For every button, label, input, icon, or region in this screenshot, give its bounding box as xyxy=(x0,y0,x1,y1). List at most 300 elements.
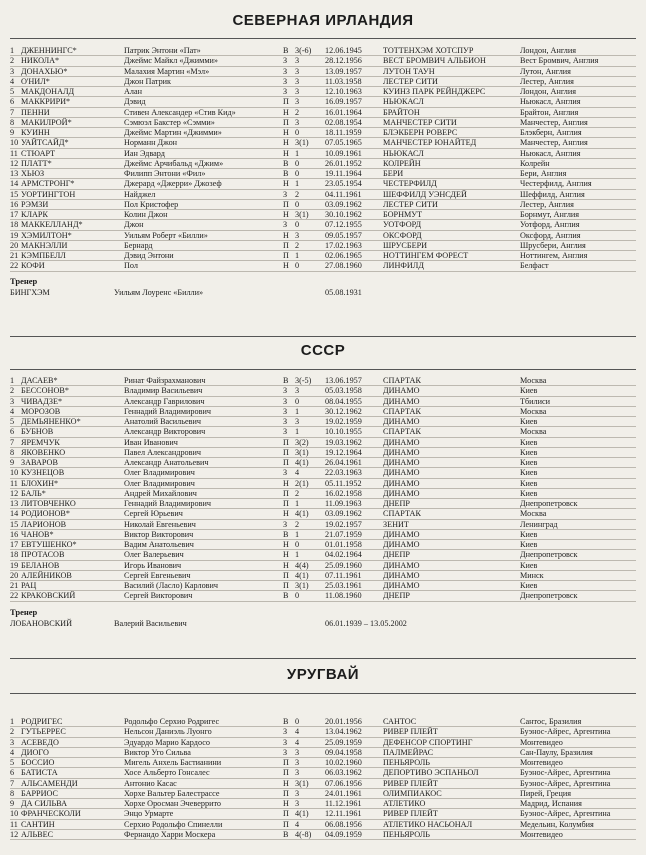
player-caps: 4 xyxy=(295,727,300,737)
player-birthdate: 19.03.1962 xyxy=(325,437,362,447)
player-surname: БАЛЬ* xyxy=(21,488,46,498)
player-club: МАНЧЕСТЕР ЮНАЙТЕД xyxy=(383,138,477,148)
player-birthdate: 19.02.1959 xyxy=(325,417,362,426)
section-title-uruguay: УРУГВАЙ xyxy=(286,666,360,683)
player-surname: ПРОТАСОВ xyxy=(21,550,65,560)
player-club: РИВЕР ПЛЕЙТ xyxy=(383,727,438,737)
table-row xyxy=(10,46,636,56)
player-full-name: Найджел xyxy=(124,189,156,199)
player-full-name: Фернандо Харри Москера xyxy=(124,829,216,839)
player-caps: 1 xyxy=(295,529,300,539)
coach-dates: 05.08.1931 xyxy=(325,288,362,297)
player-full-name: Мигель Анхель Бастианини xyxy=(124,758,222,767)
player-full-name: Хорхе Вальтер Балестрассе xyxy=(124,788,220,798)
player-club-city: Москва xyxy=(520,406,547,416)
player-surname: АЛЬСАМЕНДИ xyxy=(21,778,78,788)
player-birthdate: 04.02.1964 xyxy=(325,550,362,560)
player-number: 3 xyxy=(10,737,15,747)
player-club-city: Киев xyxy=(520,417,538,426)
player-caps: 0 xyxy=(295,158,300,168)
player-number: 3 xyxy=(10,66,15,76)
player-full-name: Ринат Файзрахманович xyxy=(124,376,206,385)
player-surname: БАТИСТА xyxy=(21,768,58,778)
table-row xyxy=(10,159,636,169)
player-club-city: Лондон, Англия xyxy=(520,46,577,55)
player-caps: 3(1) xyxy=(295,447,309,457)
player-birthdate: 02.06.1965 xyxy=(325,251,362,260)
player-full-name: Пол xyxy=(124,261,138,271)
player-club: ЛИНФИЛД xyxy=(383,261,424,271)
player-number: 5 xyxy=(10,417,15,426)
player-club: БЕРИ xyxy=(383,169,404,178)
player-number: 16 xyxy=(10,529,19,539)
player-club-city: Лондон, Англия xyxy=(520,87,577,96)
player-surname: ДИОГО xyxy=(21,747,49,757)
player-caps: 3 xyxy=(295,76,300,86)
player-surname: ФРАНЧЕСКОЛИ xyxy=(21,809,81,819)
player-position: П xyxy=(283,251,289,260)
player-club-city: Лестер, Англия xyxy=(520,76,574,86)
player-number: 6 xyxy=(10,427,15,437)
player-position: З xyxy=(283,76,288,86)
player-caps: 3(1) xyxy=(295,210,309,219)
player-full-name: Александр Викторович xyxy=(124,427,206,437)
player-full-name: Дэвид Энтони xyxy=(124,251,174,260)
player-caps: 4 xyxy=(295,468,300,478)
table-row xyxy=(10,550,636,560)
player-club-city: Днепропетровск xyxy=(520,591,578,601)
player-caps: 3 xyxy=(295,747,300,757)
player-surname: ПЕННИ xyxy=(21,107,50,117)
player-number: 1 xyxy=(10,717,15,726)
player-caps: 3 xyxy=(295,788,300,798)
player-caps: 1 xyxy=(295,427,300,437)
player-club-city: Монтевидео xyxy=(520,758,563,767)
coach-row xyxy=(10,618,636,629)
player-position: Н xyxy=(283,509,289,519)
player-club-city: Днепропетровск xyxy=(520,550,578,560)
player-caps: 0 xyxy=(295,717,300,726)
player-position: В xyxy=(283,591,289,601)
player-full-name: Бернард xyxy=(124,240,153,250)
player-club: ДЕПОРТИВО ЭСПАНЬОЛ xyxy=(383,768,479,778)
player-surname: РОДИОНОВ* xyxy=(21,509,70,519)
player-number: 11 xyxy=(10,148,18,158)
player-birthdate: 09.05.1957 xyxy=(325,230,362,240)
player-surname: БАРРИОС xyxy=(21,788,58,798)
player-full-name: Энцо Урмарте xyxy=(124,809,174,819)
player-club: ОЛИМПИАКОС xyxy=(383,788,442,798)
player-club: ДИНАМО xyxy=(383,570,420,580)
player-club: ДИНАМО xyxy=(383,396,420,406)
player-birthdate: 12.10.1963 xyxy=(325,87,362,96)
player-position: П xyxy=(283,499,289,508)
player-position: В xyxy=(283,46,289,55)
player-caps: 3 xyxy=(295,56,300,66)
player-number: 9 xyxy=(10,128,15,137)
table-row xyxy=(10,427,636,437)
player-full-name: Джеймс Майкл «Джимми» xyxy=(124,56,218,66)
player-birthdate: 02.08.1954 xyxy=(325,117,362,127)
player-club-city: Борнмут, Англия xyxy=(520,210,580,219)
player-number: 20 xyxy=(10,570,19,580)
player-position: З xyxy=(283,189,288,199)
player-full-name: Виктор Уго Сильва xyxy=(124,747,191,757)
player-number: 5 xyxy=(10,758,15,767)
player-position: П xyxy=(283,570,289,580)
player-number: 14 xyxy=(10,179,19,189)
player-club-city: Сантос, Бразилия xyxy=(520,717,582,726)
player-club-city: Ньюкасл, Англия xyxy=(520,97,581,107)
table-row xyxy=(10,128,636,138)
player-club: ДИНАМО xyxy=(383,447,420,457)
player-position: Н xyxy=(283,560,289,570)
roster-uruguay xyxy=(10,717,636,840)
table-row xyxy=(10,251,636,261)
table-row xyxy=(10,179,636,189)
table-row xyxy=(10,479,636,489)
player-club-city: Мадрид, Испания xyxy=(520,799,582,808)
table-row xyxy=(10,758,636,768)
player-club: БОРНМУТ xyxy=(383,210,423,219)
player-club-city: Киев xyxy=(520,529,538,539)
roster-northern-ireland xyxy=(10,46,636,272)
player-club-city: Москва xyxy=(520,376,547,385)
player-birthdate: 11.09.1963 xyxy=(325,499,362,508)
player-club: КУИНЗ ПАРК РЕЙНДЖЕРС xyxy=(383,87,486,96)
player-surname: КОФИ xyxy=(21,261,45,271)
player-club: ДИНАМО xyxy=(383,560,420,570)
player-club-city: Сан-Паулу, Бразилия xyxy=(520,747,593,757)
player-club: ДИНАМО xyxy=(383,478,420,488)
player-club-city: Москва xyxy=(520,509,547,519)
player-surname: КРАКОВСКИЙ xyxy=(21,591,76,601)
player-birthdate: 26.01.1952 xyxy=(325,158,362,168)
player-club-city: Уотфорд, Англия xyxy=(520,220,580,230)
player-full-name: Джеймс Арчибальд «Джим» xyxy=(124,158,224,168)
player-caps: 3 xyxy=(295,230,300,240)
table-row xyxy=(10,417,636,427)
player-club: ДИНАМО xyxy=(383,468,420,478)
player-position: З xyxy=(283,56,288,66)
player-surname: САНТИН xyxy=(21,819,55,829)
table-row xyxy=(10,397,636,407)
player-caps: 4 xyxy=(295,737,300,747)
player-club: ДИНАМО xyxy=(383,417,420,426)
player-position: В xyxy=(283,529,289,539)
player-number: 15 xyxy=(10,519,19,529)
player-birthdate: 07.12.1955 xyxy=(325,220,362,230)
player-club: ДНЕПР xyxy=(383,550,410,560)
player-position: П xyxy=(283,437,289,447)
player-club-city: Тбилиси xyxy=(520,396,551,406)
section-divider xyxy=(10,38,636,39)
player-number: 4 xyxy=(10,406,15,416)
player-caps: 3 xyxy=(295,417,300,426)
player-surname: ЯРЕМЧУК xyxy=(21,437,60,447)
table-row xyxy=(10,809,636,819)
player-club: ПАЛМЕЙРАС xyxy=(383,747,434,757)
player-full-name: Сергей Юрьевич xyxy=(124,509,183,519)
table-row xyxy=(10,738,636,748)
player-full-name: Сергей Евгеньевич xyxy=(124,570,191,580)
player-birthdate: 10.09.1961 xyxy=(325,148,362,158)
player-caps: 0 xyxy=(295,261,300,271)
player-position: Н xyxy=(283,179,289,189)
player-birthdate: 11.08.1960 xyxy=(325,591,362,601)
player-caps: 1 xyxy=(295,179,300,189)
player-number: 7 xyxy=(10,107,15,117)
player-caps: 1 xyxy=(295,406,300,416)
player-position: З xyxy=(283,737,288,747)
player-club-city: Шрусбери, Англия xyxy=(520,240,586,250)
player-surname: ХЭМИЛТОН* xyxy=(21,230,72,240)
player-caps: 3 xyxy=(295,117,300,127)
player-club-city: Киев xyxy=(520,540,538,549)
player-club: СПАРТАК xyxy=(383,376,421,385)
player-number: 12 xyxy=(10,488,19,498)
player-birthdate: 04.09.1959 xyxy=(325,829,362,839)
player-club-city: Киев xyxy=(520,581,538,590)
player-caps: 4(4) xyxy=(295,560,309,570)
player-position: З xyxy=(283,386,288,396)
player-caps: 3 xyxy=(295,758,300,767)
coach-label: Тренер xyxy=(10,607,38,617)
player-number: 20 xyxy=(10,240,19,250)
player-club: ДИНАМО xyxy=(383,488,420,498)
player-caps: 0 xyxy=(295,169,300,178)
player-caps: 2 xyxy=(295,189,300,199)
player-position: В xyxy=(283,376,289,385)
player-position: З xyxy=(283,396,288,406)
player-full-name: Виктор Викторович xyxy=(124,529,194,539)
table-row xyxy=(10,748,636,758)
player-position: Н xyxy=(283,778,289,788)
player-position: Н xyxy=(283,799,289,808)
player-full-name: Джерард «Джерри» Джозеф xyxy=(124,179,222,189)
player-surname: БЕССОНОВ* xyxy=(21,386,69,396)
player-birthdate: 16.02.1958 xyxy=(325,488,362,498)
player-position: П xyxy=(283,768,289,778)
player-full-name: Алан xyxy=(124,87,143,96)
player-number: 8 xyxy=(10,447,15,457)
player-position: З xyxy=(283,66,288,76)
player-club: ДЕФЕНСОР СПОРТИНГ xyxy=(383,737,473,747)
table-row xyxy=(10,448,636,458)
player-number: 17 xyxy=(10,210,19,219)
player-position: П xyxy=(283,581,289,590)
player-caps: 3(-5) xyxy=(295,376,312,385)
player-number: 19 xyxy=(10,230,19,240)
player-birthdate: 03.09.1962 xyxy=(325,199,362,209)
coach-row xyxy=(10,287,636,298)
player-birthdate: 08.04.1955 xyxy=(325,396,362,406)
section-title-northern-ireland: СЕВЕРНАЯ ИРЛАНДИЯ xyxy=(232,12,414,29)
player-caps: 3 xyxy=(295,97,300,107)
table-row xyxy=(10,67,636,77)
player-number: 17 xyxy=(10,540,19,549)
player-position: З xyxy=(283,519,288,529)
player-full-name: Олег Валерьевич xyxy=(124,550,184,560)
player-club: ЛУТОН ТАУН xyxy=(383,66,435,76)
player-number: 21 xyxy=(10,251,19,260)
player-club: ДИНАМО xyxy=(383,458,420,467)
player-surname: УОРТИНГТОН xyxy=(21,189,76,199)
player-birthdate: 20.01.1956 xyxy=(325,717,362,726)
player-position: П xyxy=(283,458,289,467)
player-caps: 3 xyxy=(295,87,300,96)
player-full-name: Джон Патрик xyxy=(124,76,172,86)
player-position: П xyxy=(283,97,289,107)
player-club-city: Монтевидео xyxy=(520,829,563,839)
player-club-city: Белфаст xyxy=(520,261,549,271)
player-club-city: Буэнос-Айрес, Аргентина xyxy=(520,768,611,778)
player-full-name: Патрик Энтони «Пат» xyxy=(124,46,201,55)
table-row xyxy=(10,376,636,386)
player-full-name: Пол Кристофер xyxy=(124,199,179,209)
player-position: В xyxy=(283,829,289,839)
player-number: 18 xyxy=(10,550,19,560)
player-surname: ДОНАХЬЮ* xyxy=(21,66,68,76)
player-full-name: Хосе Альберто Гонсалес xyxy=(124,768,210,778)
player-caps: 2 xyxy=(295,519,300,529)
player-surname: МАКДОНАЛД xyxy=(21,87,75,96)
table-row xyxy=(10,530,636,540)
player-position: Н xyxy=(283,210,289,219)
player-number: 5 xyxy=(10,87,15,96)
player-birthdate: 24.01.1961 xyxy=(325,788,362,798)
player-full-name: Джеймс Мартин «Джимми» xyxy=(124,128,222,137)
coach-label: Тренер xyxy=(10,276,38,286)
player-club: АТЛЕТИКО xyxy=(383,799,426,808)
player-birthdate: 21.07.1959 xyxy=(325,529,362,539)
player-number: 13 xyxy=(10,499,19,508)
player-surname: ЧИВАДЗЕ* xyxy=(21,396,63,406)
player-club: ЛЕСТЕР СИТИ xyxy=(383,199,438,209)
player-number: 9 xyxy=(10,799,15,808)
table-row xyxy=(10,438,636,448)
player-surname: О'НИЛ* xyxy=(21,76,50,86)
player-club-city: Минск xyxy=(520,570,544,580)
table-row xyxy=(10,468,636,478)
player-surname: ЯКОВЕНКО xyxy=(21,447,66,457)
table-row xyxy=(10,220,636,230)
player-birthdate: 06.03.1962 xyxy=(325,768,362,778)
player-number: 4 xyxy=(10,76,15,86)
player-full-name: Норманн Джон xyxy=(124,138,178,148)
section-divider xyxy=(10,693,636,694)
player-full-name: Уильям Роберт «Билли» xyxy=(124,230,208,240)
player-caps: 3 xyxy=(295,768,300,778)
player-position: П xyxy=(283,447,289,457)
player-club-city: Ноттингем, Англия xyxy=(520,251,588,260)
player-number: 15 xyxy=(10,189,19,199)
player-number: 10 xyxy=(10,468,19,478)
player-full-name: Игорь Иванович xyxy=(124,560,182,570)
table-row xyxy=(10,407,636,417)
player-caps: 3 xyxy=(295,66,300,76)
player-full-name: Геннадий Владимирович xyxy=(124,406,211,416)
player-club-city: Буэнос-Айрес, Аргентина xyxy=(520,778,611,788)
table-row xyxy=(10,768,636,778)
player-full-name: Джон xyxy=(124,220,144,230)
player-birthdate: 07.06.1956 xyxy=(325,778,362,788)
table-row xyxy=(10,138,636,148)
table-row xyxy=(10,97,636,107)
player-club-city: Киев xyxy=(520,468,538,478)
player-full-name: Иван Иванович xyxy=(124,437,178,447)
player-birthdate: 17.02.1963 xyxy=(325,240,362,250)
table-row xyxy=(10,458,636,468)
player-full-name: Стивен Александер «Стив Кид» xyxy=(124,107,236,117)
player-club-city: Лутон, Англия xyxy=(520,66,571,76)
table-row xyxy=(10,190,636,200)
player-surname: ЕВТУШЕНКО* xyxy=(21,540,77,549)
table-row xyxy=(10,118,636,128)
player-caps: 2 xyxy=(295,240,300,250)
player-caps: 1 xyxy=(295,251,300,260)
section-divider xyxy=(10,369,636,370)
player-surname: ЛИТОВЧЕНКО xyxy=(21,499,76,508)
player-number: 12 xyxy=(10,829,19,839)
player-club-city: Шеффилд, Англия xyxy=(520,189,585,199)
player-club: ЗЕНИТ xyxy=(383,519,409,529)
player-position: Н xyxy=(283,540,289,549)
player-club: ДИНАМО xyxy=(383,437,420,447)
player-club: НЬЮКАСЛ xyxy=(383,148,424,158)
player-birthdate: 11.12.1961 xyxy=(325,799,362,808)
player-number: 8 xyxy=(10,117,15,127)
player-number: 1 xyxy=(10,376,15,385)
player-club: ЧЕСТЕРФИЛД xyxy=(383,179,437,189)
player-club: СПАРТАК xyxy=(383,509,421,519)
roster-ussr xyxy=(10,376,636,602)
player-number: 3 xyxy=(10,396,15,406)
player-surname: ЧАНОВ* xyxy=(21,529,54,539)
player-full-name: Анатолий Васильевич xyxy=(124,417,201,426)
player-birthdate: 03.09.1962 xyxy=(325,509,362,519)
player-caps: 0 xyxy=(295,220,300,230)
player-surname: КЭМПБЕЛЛ xyxy=(21,251,66,260)
player-caps: 3(1) xyxy=(295,138,309,148)
player-position: П xyxy=(283,788,289,798)
player-surname: РЭМЗИ xyxy=(21,199,49,209)
player-full-name: Вадим Анатольевич xyxy=(124,540,194,549)
player-club-city: Вест Бромвич, Англия xyxy=(520,56,599,66)
player-surname: ЛАРИОНОВ xyxy=(21,519,67,529)
player-club: ПЕНЬЯРОЛЬ xyxy=(383,829,430,839)
player-surname: РАЦ xyxy=(21,581,37,590)
player-club-city: Монтевидео xyxy=(520,737,563,747)
player-caps: 3(1) xyxy=(295,778,309,788)
player-birthdate: 19.12.1964 xyxy=(325,447,362,457)
section-divider xyxy=(10,658,636,659)
table-row xyxy=(10,799,636,809)
player-caps: 2 xyxy=(295,107,300,117)
table-row xyxy=(10,169,636,179)
player-full-name: Андрей Михайлович xyxy=(124,488,197,498)
player-birthdate: 30.12.1962 xyxy=(325,406,362,416)
player-club: АТЛЕТИКО НАСЬОНАЛ xyxy=(383,819,473,829)
table-row xyxy=(10,830,636,840)
player-club: ЛЕСТЕР СИТИ xyxy=(383,76,438,86)
table-row xyxy=(10,520,636,530)
player-number: 2 xyxy=(10,56,15,66)
player-caps: 4(1) xyxy=(295,570,309,580)
table-row xyxy=(10,77,636,87)
player-position: З xyxy=(283,427,288,437)
player-position: П xyxy=(283,117,289,127)
